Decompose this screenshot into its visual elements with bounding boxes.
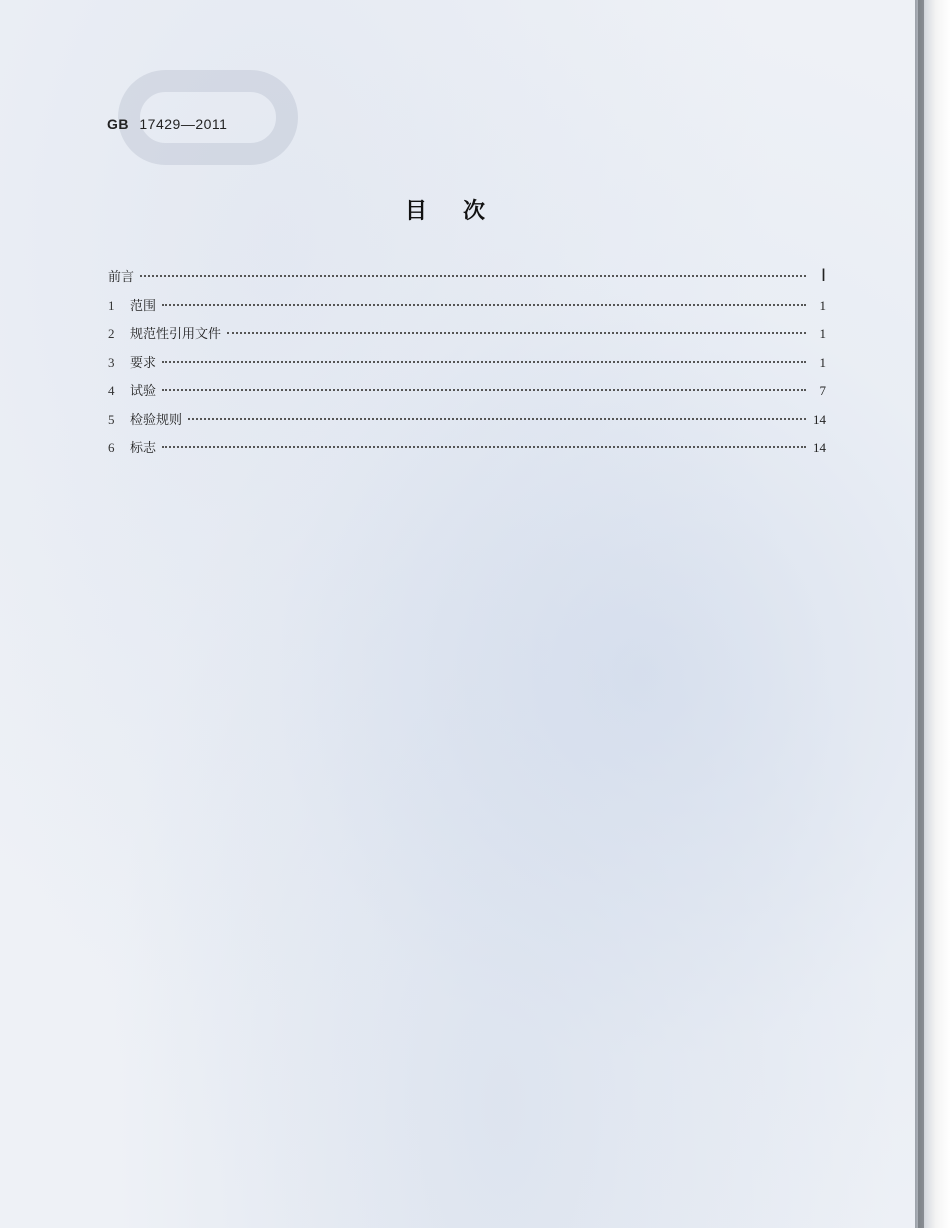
- dot-leader: [140, 275, 806, 277]
- toc-entry-number: 4: [108, 383, 115, 398]
- dot-leader: [227, 332, 806, 334]
- toc-entry-label: 要求: [130, 355, 157, 371]
- toc-entry-number: 3: [108, 354, 115, 370]
- dot-leader: [162, 446, 806, 448]
- toc-entry-page: 1: [819, 297, 826, 313]
- dot-leader: [162, 361, 806, 363]
- toc-entry-label: 检验规则: [130, 412, 183, 428]
- toc-entry-label: 范围: [130, 298, 157, 314]
- toc-entry-page: Ⅰ: [820, 266, 826, 285]
- toc-entry-label: 前言: [108, 270, 135, 285]
- table-of-contents: [108, 266, 826, 466]
- toc-entry-foreword[interactable]: [108, 266, 826, 295]
- toc-entry-requirements[interactable]: [108, 352, 826, 381]
- toc-entry-label: 标志: [130, 441, 157, 456]
- toc-entry-page: 14: [813, 440, 826, 455]
- dot-leader: [162, 304, 806, 306]
- standard-number: 17429—2011: [139, 116, 228, 132]
- toc-entry-tests[interactable]: [108, 380, 826, 409]
- toc-entry-number: 1: [108, 297, 115, 313]
- toc-entry-page: 1: [819, 326, 826, 341]
- dot-leader: [162, 389, 806, 391]
- toc-entry-scope[interactable]: [108, 295, 826, 324]
- scan-edge-strip: [918, 0, 924, 1228]
- toc-title: 目次: [405, 199, 522, 224]
- toc-entry-page: 7: [819, 383, 826, 398]
- toc-entry-normative-references[interactable]: [108, 323, 826, 352]
- standard-prefix: GB: [107, 116, 129, 132]
- dot-leader: [188, 418, 806, 420]
- toc-entry-page: 14: [813, 411, 826, 427]
- toc-entry-label: 试验: [130, 384, 157, 399]
- toc-entry-number: 5: [108, 411, 115, 427]
- toc-entry-number: 6: [108, 440, 115, 455]
- toc-entry-inspection-rules[interactable]: [108, 409, 826, 438]
- toc-entry-number: 2: [108, 326, 115, 341]
- toc-entry-marking[interactable]: [108, 437, 826, 466]
- standard-code: [107, 116, 227, 132]
- toc-entry-label: 规范性引用文件: [130, 327, 222, 342]
- toc-entry-page: 1: [819, 354, 826, 370]
